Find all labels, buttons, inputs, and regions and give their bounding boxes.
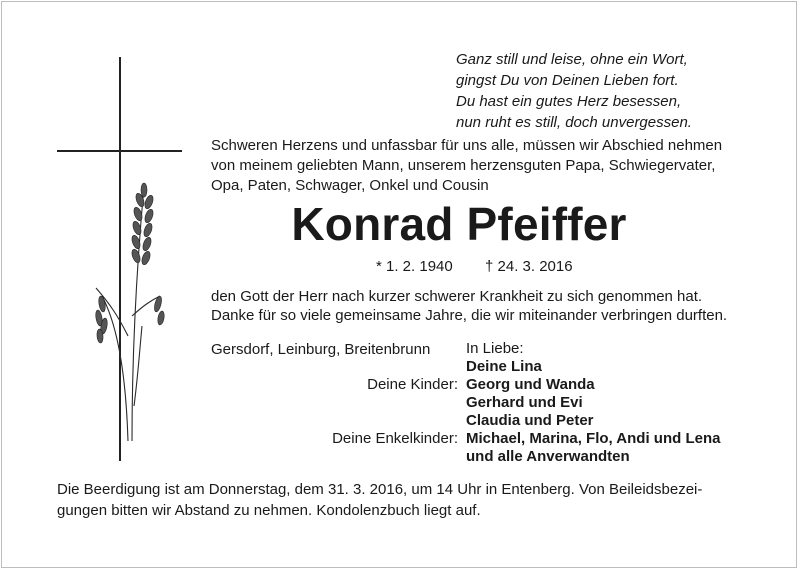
children-item: Gerhard und Evi bbox=[466, 394, 583, 411]
death-date: † 24. 3. 2016 bbox=[485, 258, 573, 275]
in-love-label: In Liebe: bbox=[466, 340, 524, 357]
intro-line: Schweren Herzens und unfassbar für uns alle, müssen wir Abschied nehmen bbox=[211, 137, 723, 154]
children-item: Georg und Wanda bbox=[466, 376, 595, 393]
body-line: Danke für so viele gemeinsame Jahre, die wir miteinander verbringen durften. bbox=[211, 307, 728, 324]
relatives: und alle Anverwandten bbox=[466, 448, 630, 465]
places: Gersdorf, Leinburg, Breitenbrunn bbox=[211, 341, 431, 358]
grandchildren-label: Deine Enkelkinder: bbox=[332, 430, 458, 447]
birth-date: * 1. 2. 1940 bbox=[376, 258, 453, 275]
poem bbox=[456, 49, 692, 133]
body-line: den Gott der Herr nach kurzer schwerer Krankheit zu sich genommen hat. bbox=[211, 288, 703, 305]
footer-line: gungen bitten wir Abstand zu nehmen. Kondolenzbuch liegt auf. bbox=[57, 502, 481, 519]
grandchildren-names: Michael, Marina, Flo, Andi und Lena bbox=[466, 430, 721, 447]
funeral-info bbox=[57, 479, 702, 521]
deceased-name: Konrad Pfeiffer bbox=[291, 198, 627, 250]
children-item: Claudia und Peter bbox=[466, 412, 594, 429]
footer-line: Die Beerdigung ist am Donnerstag, dem 31. 3. 2016, um 14 Uhr in Entenberg. Von Beileidsbezei- bbox=[57, 481, 703, 498]
poem-line: Du hast ein gutes Herz besessen, bbox=[456, 93, 682, 110]
cross-horizontal-bar bbox=[57, 150, 182, 152]
wife-name: Deine Lina bbox=[466, 358, 542, 375]
poem-line: gingst Du von Deinen Lieben fort. bbox=[456, 72, 679, 89]
body-text bbox=[211, 287, 727, 325]
intro-line: Opa, Paten, Schwager, Onkel und Cousin bbox=[211, 177, 489, 194]
poem-line: Ganz still und leise, ohne ein Wort, bbox=[456, 51, 688, 68]
intro-text bbox=[211, 136, 722, 196]
intro-line: von meinem geliebten Mann, unserem herzensguten Papa, Schwiegervater, bbox=[211, 157, 716, 174]
children-label: Deine Kinder: bbox=[367, 376, 458, 393]
poem-line: nun ruht es still, doch unvergessen. bbox=[456, 114, 692, 131]
